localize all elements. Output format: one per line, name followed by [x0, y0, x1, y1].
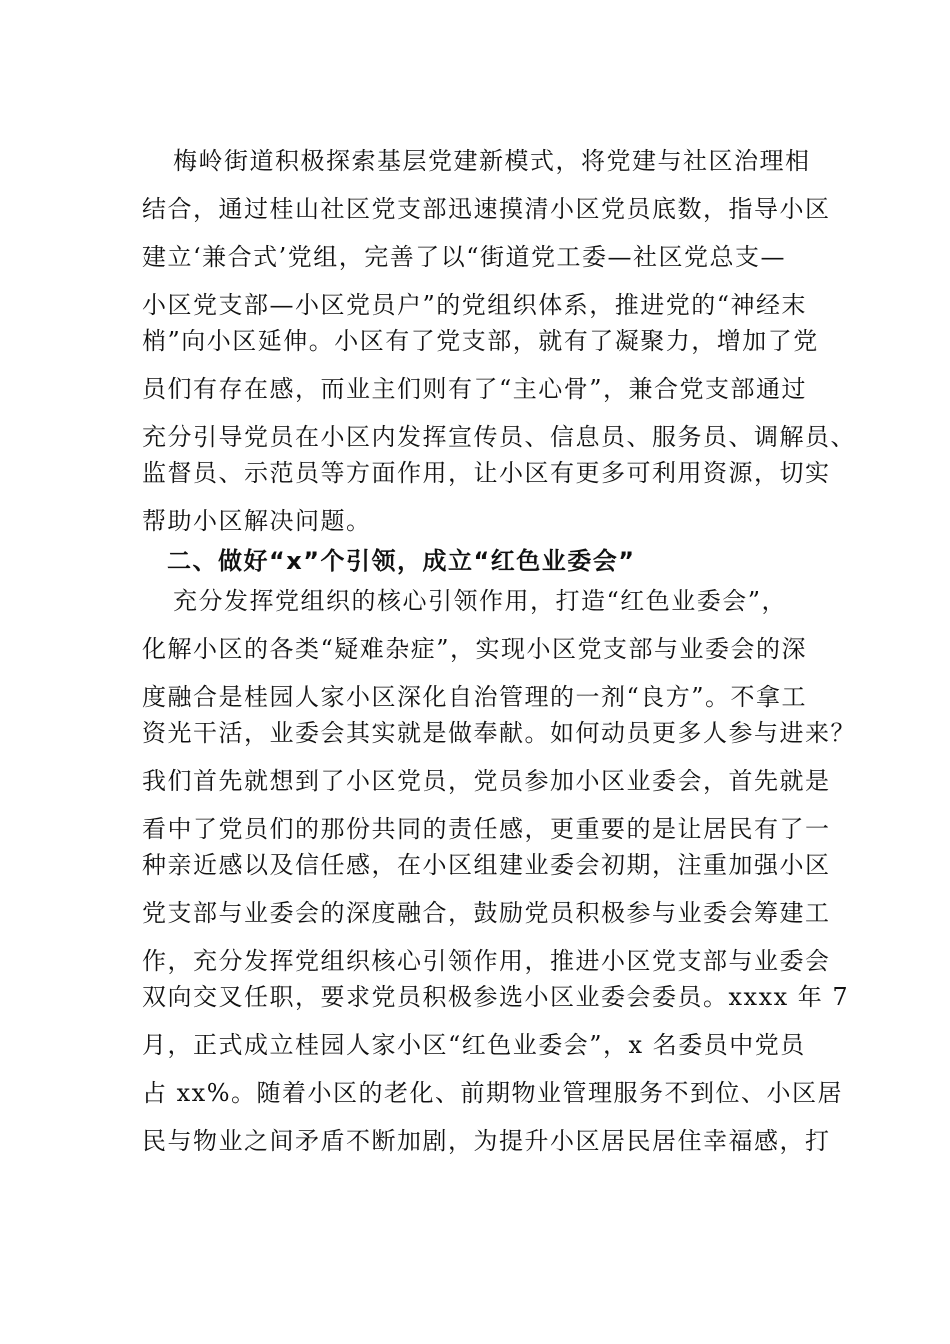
paragraph-1-line-3: 建立‘兼合式’党组，完善了以“街道党工委—社区党总支— — [142, 243, 787, 271]
paragraph-2-line-5: 我们首先就想到了小区党员，党员参加小区业委会，首先就是 — [142, 767, 831, 795]
paragraph-2-line-7: 种亲近感以及信任感，在小区组建业委会初期，注重加强小区 — [142, 851, 831, 879]
paragraph-2-line-2: 化解小区的各类“疑难杂症”，实现小区党支部与业委会的深 — [142, 635, 808, 663]
paragraph-2-line-3: 度融合是桂园人家小区深化自治管理的一剂“良方”。不拿工 — [142, 683, 808, 711]
paragraph-1-line-6: 员们有存在感，而业主们则有了“主心骨”，兼合党支部通过 — [142, 375, 808, 403]
paragraph-2-line-11: 月，正式成立桂园人家小区“红色业委会”，x 名委员中党员 — [142, 1031, 806, 1059]
paragraph-2-line-13: 民与物业之间矛盾不断加剧，为提升小区居民居住幸福感，打 — [142, 1127, 831, 1155]
paragraph-2-line-10: 双向交叉任职，要求党员积极参选小区业委会委员。xxxx 年 7 — [142, 983, 850, 1011]
paragraph-2-line-9: 作，充分发挥党组织核心引领作用，推进小区党支部与业委会 — [142, 947, 831, 975]
paragraph-1-line-7: 充分引导党员在小区内发挥宣传员、信息员、服务员、调解员、 — [142, 423, 856, 451]
section-heading: 二、做好“x”个引领，成立“红色业委会” — [167, 547, 636, 575]
paragraph-2-line-1: 充分发挥党组织的核心引领作用，打造“红色业委会”， — [173, 587, 788, 615]
paragraph-1-line-1: 梅岭街道积极探索基层党建新模式，将党建与社区治理相 — [173, 147, 811, 175]
paragraph-2-line-12: 占 xx%。随着小区的老化、前期物业管理服务不到位、小区居 — [142, 1079, 844, 1107]
paragraph-1-line-4: 小区党支部—小区党员户”的党组织体系，推进党的“神经末 — [142, 291, 808, 319]
paragraph-1-line-8: 监督员、示范员等方面作用，让小区有更多可利用资源，切实 — [142, 459, 831, 487]
paragraph-1-line-2: 结合，通过桂山社区党支部迅速摸清小区党员底数，指导小区 — [142, 195, 831, 223]
paragraph-2-line-6: 看中了党员们的那份共同的责任感，更重要的是让居民有了一 — [142, 815, 831, 843]
paragraph-1-line-9: 帮助小区解决问题。 — [142, 507, 372, 535]
paragraph-2-line-4: 资光干活，业委会其实就是做奉献。如何动员更多人参与进来？ — [142, 719, 856, 747]
paragraph-1-line-5: 梢”向小区延伸。小区有了党支部，就有了凝聚力，增加了党 — [142, 327, 819, 355]
paragraph-2-line-8: 党支部与业委会的深度融合，鼓励党员积极参与业委会筹建工 — [142, 899, 831, 927]
